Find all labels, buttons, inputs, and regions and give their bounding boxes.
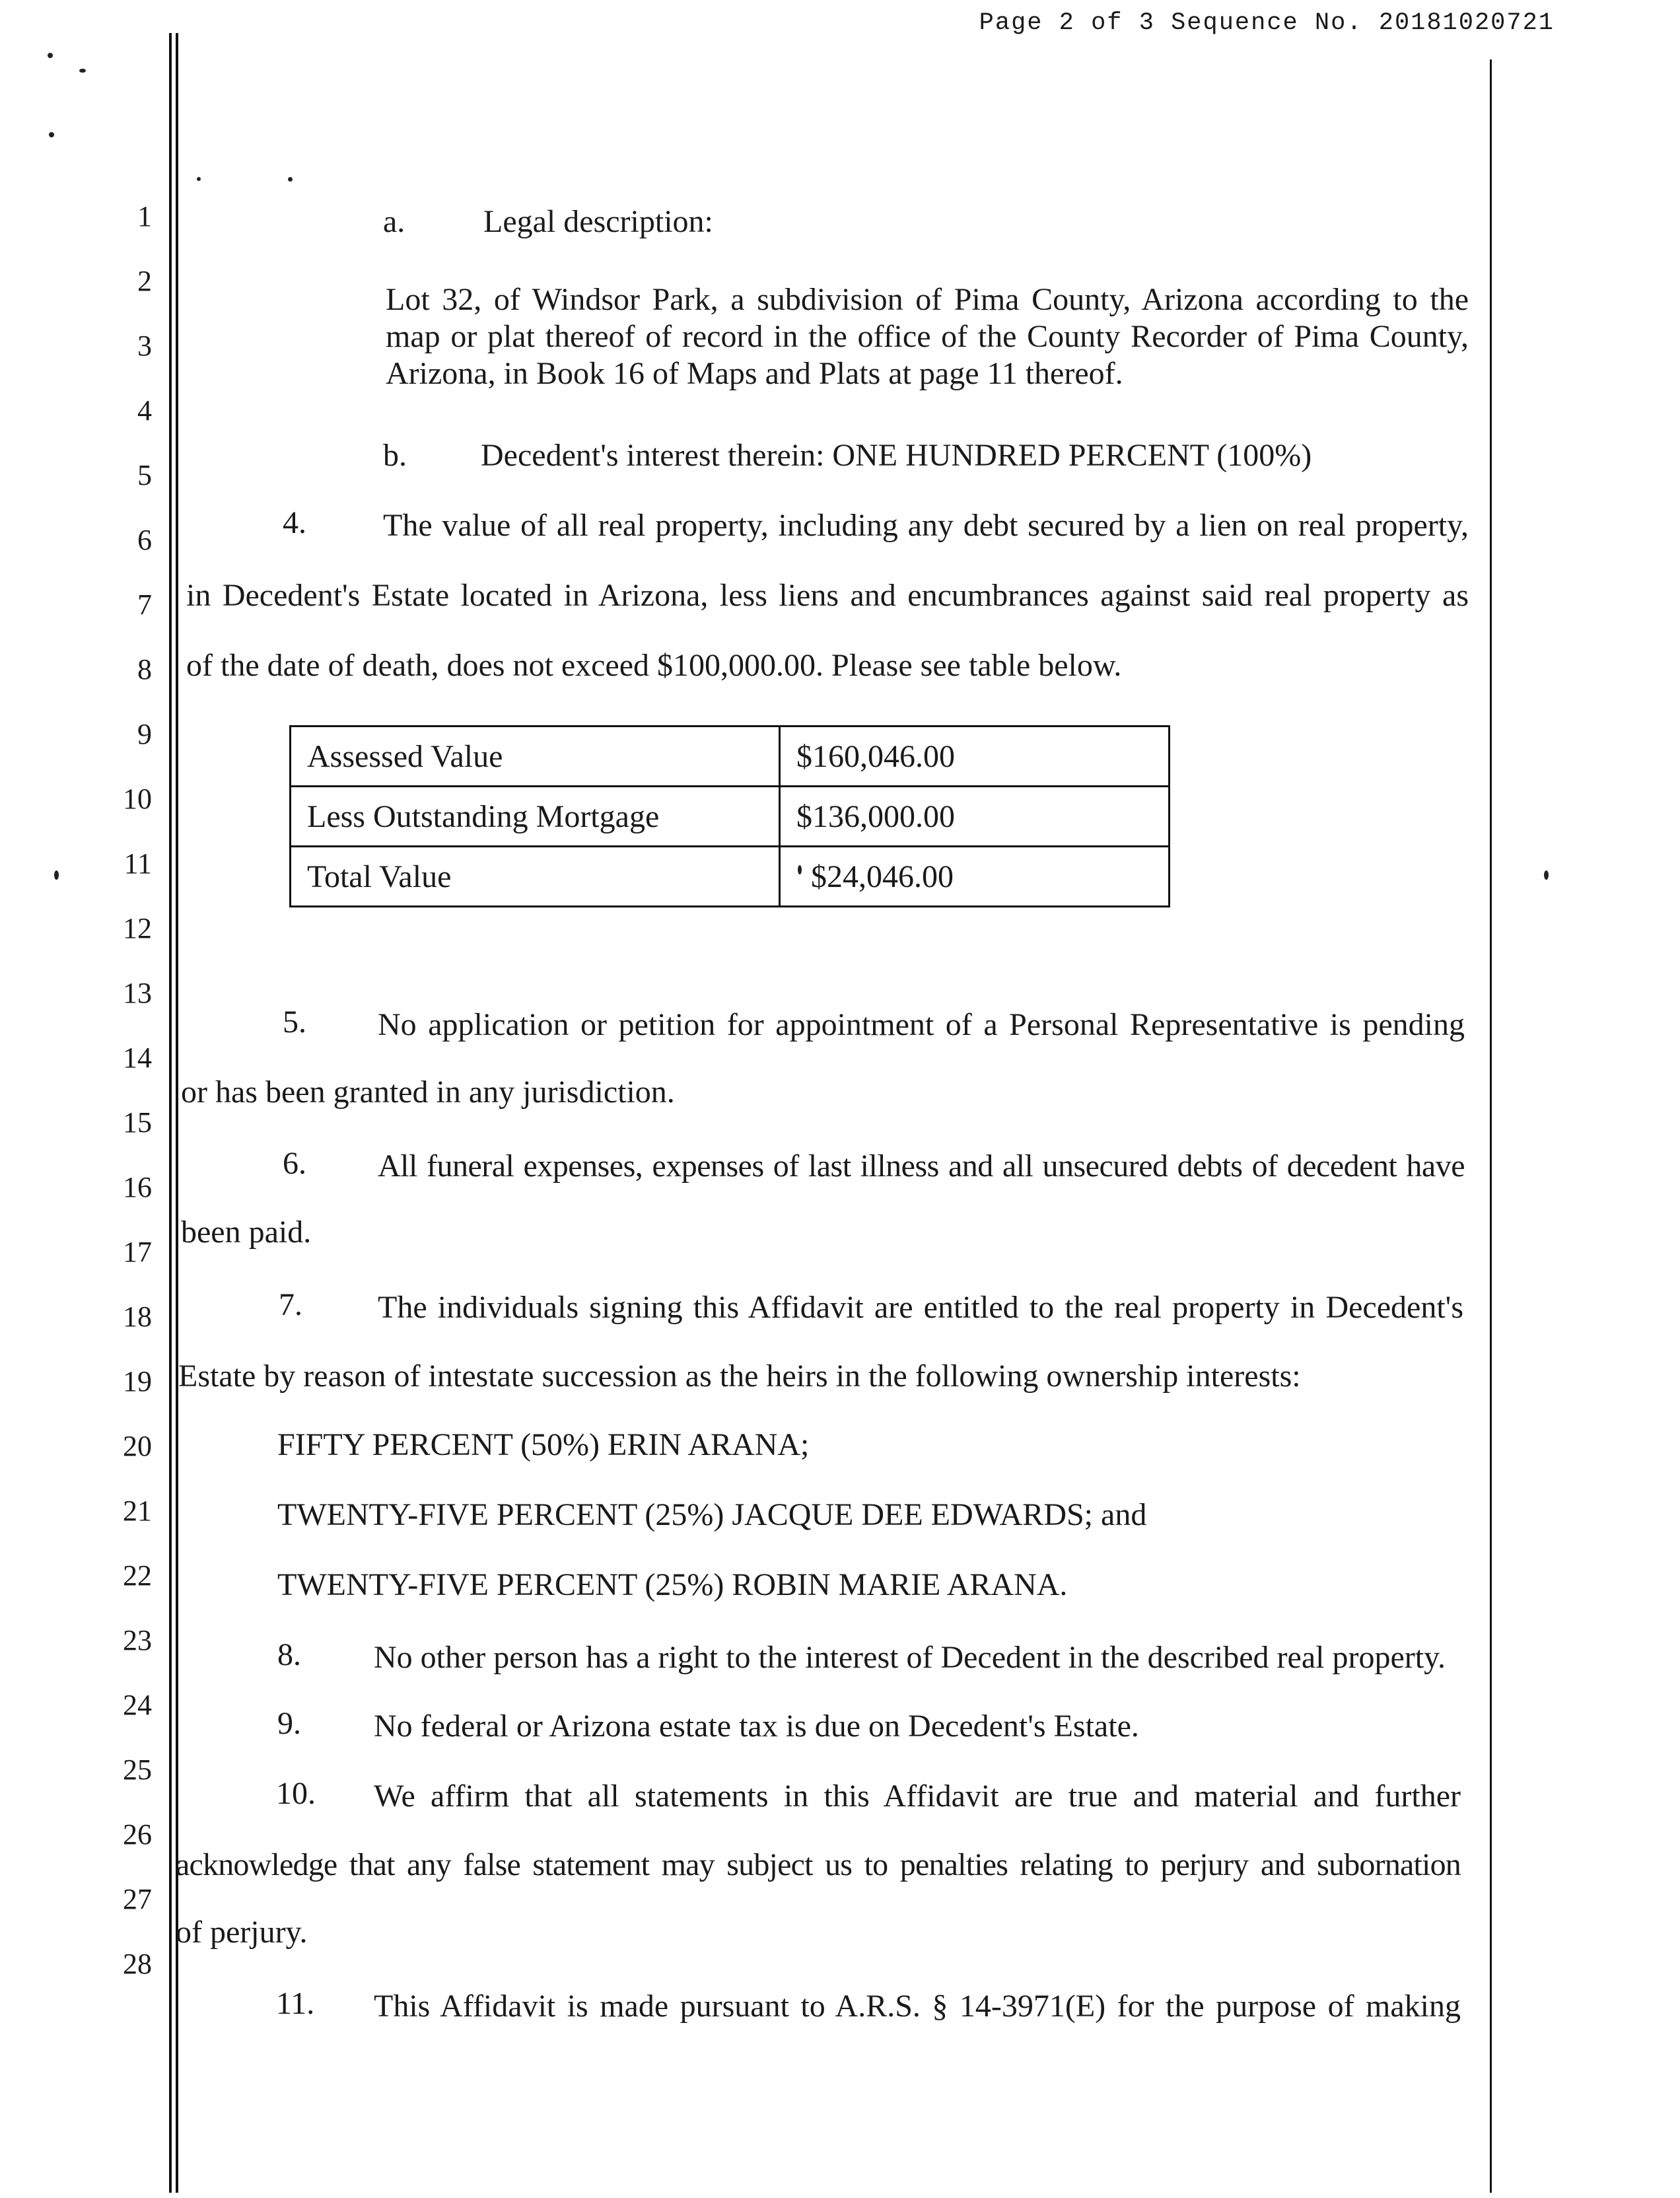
paragraph-number: 6.: [283, 1146, 306, 1181]
paragraph-line: No other person has a right to the interest of Decedent in the described real property.: [374, 1640, 1446, 1675]
section-b-marker: b.: [383, 438, 407, 473]
line-number: 12: [123, 912, 152, 944]
line-number: 26: [123, 1818, 152, 1851]
line-number: 15: [123, 1106, 152, 1139]
line-number: 19: [123, 1365, 152, 1398]
line-number: 8: [137, 653, 152, 686]
legal-description-line: map or plat thereof of record in the office of the County Recorder of Pima County,: [386, 319, 1469, 354]
line-number: 18: [123, 1300, 152, 1333]
paragraph-line: Estate by reason of intestate succession as the heirs in the following ownership interests:: [178, 1359, 1301, 1394]
heir-line: FIFTY PERCENT (50%) ERIN ARANA;: [277, 1427, 810, 1462]
line-number: 3: [137, 330, 152, 362]
heir-line: TWENTY-FIVE PERCENT (25%) JACQUE DEE EDWARDS; and: [277, 1497, 1147, 1532]
table-row: [291, 787, 1170, 847]
paragraph-number: 4.: [283, 505, 306, 540]
line-number: 23: [123, 1624, 152, 1656]
property-value-table: [289, 725, 1170, 907]
line-number: 17: [123, 1236, 152, 1268]
line-number: 1: [137, 200, 152, 232]
heir-line: TWENTY-FIVE PERCENT (25%) ROBIN MARIE ARANA.: [277, 1567, 1068, 1602]
paragraph-number: 10.: [276, 1776, 316, 1811]
table-cell-label: Total Value: [291, 847, 780, 907]
paragraph-line: This Affidavit is made pursuant to A.R.S. § 14-3971(E) for the purpose of making: [374, 1989, 1461, 2024]
line-number: 5: [137, 459, 152, 491]
paragraph-line: The individuals signing this Affidavit are entitled to the real property in Decedent's: [378, 1290, 1463, 1325]
scan-speck: [48, 53, 53, 58]
line-number: 11: [123, 847, 152, 880]
line-number: 25: [123, 1754, 152, 1786]
section-a-marker: a.: [383, 204, 405, 239]
paragraph-number: 5.: [283, 1005, 306, 1040]
total-value-amount: $24,046.00: [811, 859, 954, 894]
table-row: [291, 727, 1170, 787]
table-cell-label: Less Outstanding Mortgage: [291, 787, 780, 847]
line-number: 9: [137, 718, 152, 750]
table-cell-value: $136,000.00: [780, 787, 1170, 847]
line-number: 14: [123, 1042, 152, 1074]
paragraph-line: We affirm that all statements in this Affidavit are true and material and further: [374, 1779, 1461, 1814]
line-number: 28: [123, 1948, 152, 1980]
paragraph-number: 9.: [277, 1706, 301, 1741]
legal-description-line: Lot 32, of Windsor Park, a subdivision of Pima County, Arizona according to the: [386, 282, 1469, 317]
line-number: 4: [137, 394, 152, 427]
paragraph-number: 7.: [279, 1287, 302, 1322]
section-b-text: Decedent's interest therein: ONE HUNDRED PERCENT (100%): [481, 438, 1312, 473]
line-number: 27: [123, 1883, 152, 1915]
paragraph-line: or has been granted in any jurisdiction.: [181, 1075, 675, 1110]
paragraph-line: The value of all real property, including any debt secured by a lien on real property,: [383, 508, 1469, 543]
paragraph-number: 11.: [276, 1986, 315, 2021]
scan-speck: [1544, 870, 1549, 880]
paragraph-line: No federal or Arizona estate tax is due on Decedent's Estate.: [374, 1709, 1139, 1744]
scan-speck: [79, 69, 86, 73]
paragraph-number: 8.: [277, 1637, 301, 1672]
table-cell-label: Assessed Value: [291, 727, 780, 787]
line-number: 10: [123, 783, 152, 815]
line-number: 16: [123, 1171, 152, 1203]
paragraph-line: of the date of death, does not exceed $100,000.00. Please see table below.: [186, 648, 1122, 683]
line-number: 2: [137, 265, 152, 297]
left-margin-rule-outer: [169, 33, 172, 2193]
table-cell-value: $160,046.00: [780, 727, 1170, 787]
scan-speck: [49, 132, 54, 137]
paragraph-line: in Decedent's Estate located in Arizona, less liens and encumbrances against said real property as: [186, 578, 1469, 613]
paragraph-line: acknowledge that any false statement may subject us to penalties relating to perjury and subornation: [176, 1847, 1461, 1882]
scan-speck: [288, 177, 293, 182]
right-margin-rule: [1490, 59, 1492, 2193]
table-cell-value: [780, 847, 1170, 907]
line-number: 22: [123, 1559, 152, 1592]
line-number: 21: [123, 1495, 152, 1527]
scan-speck: [197, 177, 201, 181]
line-number: 6: [137, 524, 152, 556]
table-row: [291, 847, 1170, 907]
page-sequence-header: Page 2 of 3 Sequence No. 20181020721: [979, 9, 1555, 37]
paragraph-line: All funeral expenses, expenses of last illness and all unsecured debts of decedent have: [378, 1149, 1465, 1184]
line-number: 24: [123, 1689, 152, 1721]
paragraph-line: been paid.: [181, 1215, 312, 1250]
line-number: 7: [137, 588, 152, 621]
section-a-heading: Legal description:: [483, 204, 713, 239]
paragraph-line: of perjury.: [176, 1915, 308, 1950]
legal-description-line: Arizona, in Book 16 of Maps and Plats at page 11 thereof.: [386, 356, 1123, 391]
line-number: 13: [123, 977, 152, 1009]
paragraph-line: No application or petition for appointment of a Personal Representative is pending: [378, 1007, 1465, 1042]
scan-speck: [798, 865, 802, 874]
line-number: 20: [123, 1430, 152, 1462]
scan-speck: [54, 870, 59, 880]
